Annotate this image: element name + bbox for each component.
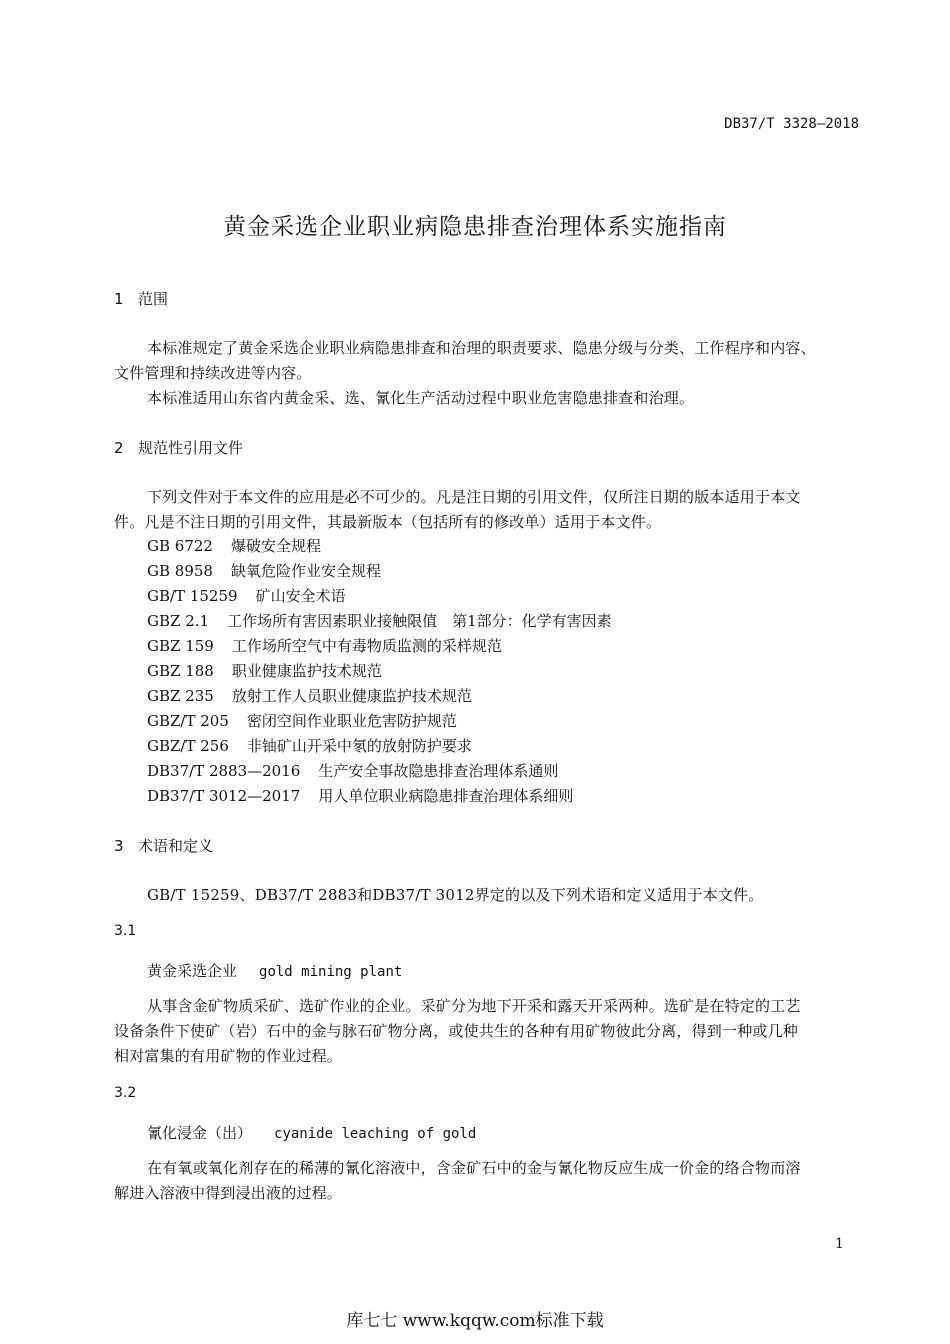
reference-item xyxy=(147,585,346,606)
scope-paragraph-2 xyxy=(114,386,694,411)
reference-title: 工作场所空气中有毒物质监测的采样规范 xyxy=(231,637,502,655)
text-line: GB/T 15259、DB37/T 2883和DB37/T 3012界定的以及下列术语和定义适用于本文件。 xyxy=(147,886,764,904)
text-line: 文件管理和持续改进等内容。 xyxy=(114,364,312,382)
reference-item xyxy=(147,785,573,806)
section-title: 范围 xyxy=(138,290,169,308)
text-line: 相对富集的有用矿物的作业过程。 xyxy=(114,1047,343,1065)
reference-title: 用人单位职业病隐患排查治理体系细则 xyxy=(318,787,574,805)
reference-title: 非铀矿山开采中氡的放射防护要求 xyxy=(246,737,472,755)
reference-item xyxy=(147,710,457,731)
document-title: 黄金采选企业职业病隐患排查治理体系实施指南 xyxy=(223,214,727,240)
standard-code: DB37/T 3328—2018 xyxy=(724,116,859,132)
term-heading xyxy=(147,1122,476,1143)
reference-title: 爆破安全规程 xyxy=(230,537,321,555)
text-line: 本标准规定了黄金采选企业职业病隐患排查和治理的职责要求、隐患分级与分类、工作程序和内容、 xyxy=(147,339,816,357)
text-line: 从事含金矿物质采矿、选矿作业的企业。采矿分为地下开采和露天开采两种。选矿是在特定的工艺 xyxy=(147,997,801,1015)
reference-code: GB 8958 xyxy=(147,562,213,580)
term-english: cyanide leaching of gold xyxy=(274,1126,477,1142)
reference-title: 密闭空间作业职业危害防护规范 xyxy=(246,712,457,730)
page-number: 1 xyxy=(835,1236,844,1252)
text-line: 件。凡是不注日期的引用文件，其最新版本（包括所有的修改单）适用于本文件。 xyxy=(114,513,662,531)
reference-item xyxy=(147,735,472,756)
reference-item xyxy=(147,635,502,656)
reference-item xyxy=(147,610,612,631)
reference-item xyxy=(147,685,472,706)
section-2-heading xyxy=(114,437,243,458)
reference-item xyxy=(147,760,558,781)
reference-title: 放射工作人员职业健康监护技术规范 xyxy=(231,687,472,705)
reference-code: GBZ 159 xyxy=(147,637,214,655)
reference-code: GBZ 235 xyxy=(147,687,214,705)
reference-title: 缺氧危险作业安全规程 xyxy=(230,562,381,580)
reference-code: GBZ/T 256 xyxy=(147,737,229,755)
term-chinese: 黄金采选企业 xyxy=(147,962,238,980)
text-line: 在有氧或氧化剂存在的稀薄的氰化溶液中，含金矿石中的金与氰化物反应生成一价金的络合物而溶 xyxy=(147,1159,801,1177)
section-number: 2 xyxy=(114,439,124,457)
section-number: 3 xyxy=(114,837,124,855)
reference-code: DB37/T 2883—2016 xyxy=(147,762,301,780)
reference-code: GBZ 188 xyxy=(147,662,214,680)
term-definition xyxy=(114,994,801,1069)
reference-title: 生产安全事故隐患排查治理体系通则 xyxy=(318,762,559,780)
section-number: 1 xyxy=(114,290,124,308)
reference-code: GB/T 15259 xyxy=(147,587,238,605)
reference-code: GBZ 2.1 xyxy=(147,612,210,630)
clause-number: 3.1 xyxy=(114,923,137,939)
reference-code: GBZ/T 205 xyxy=(147,712,229,730)
text-line: 解进入溶液中得到浸出液的过程。 xyxy=(114,1184,343,1202)
section-title: 规范性引用文件 xyxy=(138,439,244,457)
term-heading xyxy=(147,960,402,981)
term-english: gold mining plant xyxy=(259,964,403,980)
terms-intro-paragraph xyxy=(114,883,763,908)
section-3-heading xyxy=(114,835,213,856)
clause-number: 3.2 xyxy=(114,1085,137,1101)
reference-title: 工作场所有害因素职业接触限值 第1部分：化学有害因素 xyxy=(227,612,612,630)
reference-item xyxy=(147,535,321,556)
term-chinese: 氰化浸金（出） xyxy=(147,1124,253,1142)
scope-paragraph-1 xyxy=(114,336,816,386)
footer-watermark: 库七七 www.kqqw.com标准下载 xyxy=(346,1311,604,1331)
section-title: 术语和定义 xyxy=(138,837,214,855)
normative-intro-paragraph xyxy=(114,485,801,535)
text-line: 本标准适用山东省内黄金采、选、氰化生产活动过程中职业危害隐患排查和治理。 xyxy=(147,389,695,407)
section-1-heading xyxy=(114,288,168,309)
reference-title: 职业健康监护技术规范 xyxy=(231,662,382,680)
reference-item xyxy=(147,660,382,681)
reference-title: 矿山安全术语 xyxy=(255,587,346,605)
reference-code: DB37/T 3012—2017 xyxy=(147,787,301,805)
reference-item xyxy=(147,560,381,581)
reference-code: GB 6722 xyxy=(147,537,213,555)
text-line: 设备条件下使矿（岩）石中的金与脉石矿物分离，或使共生的各种有用矿物彼此分离，得到一种或几种 xyxy=(114,1022,799,1040)
term-definition xyxy=(114,1156,801,1206)
text-line: 下列文件对于本文件的应用是必不可少的。凡是注日期的引用文件，仅所注日期的版本适用于本文 xyxy=(147,488,801,506)
